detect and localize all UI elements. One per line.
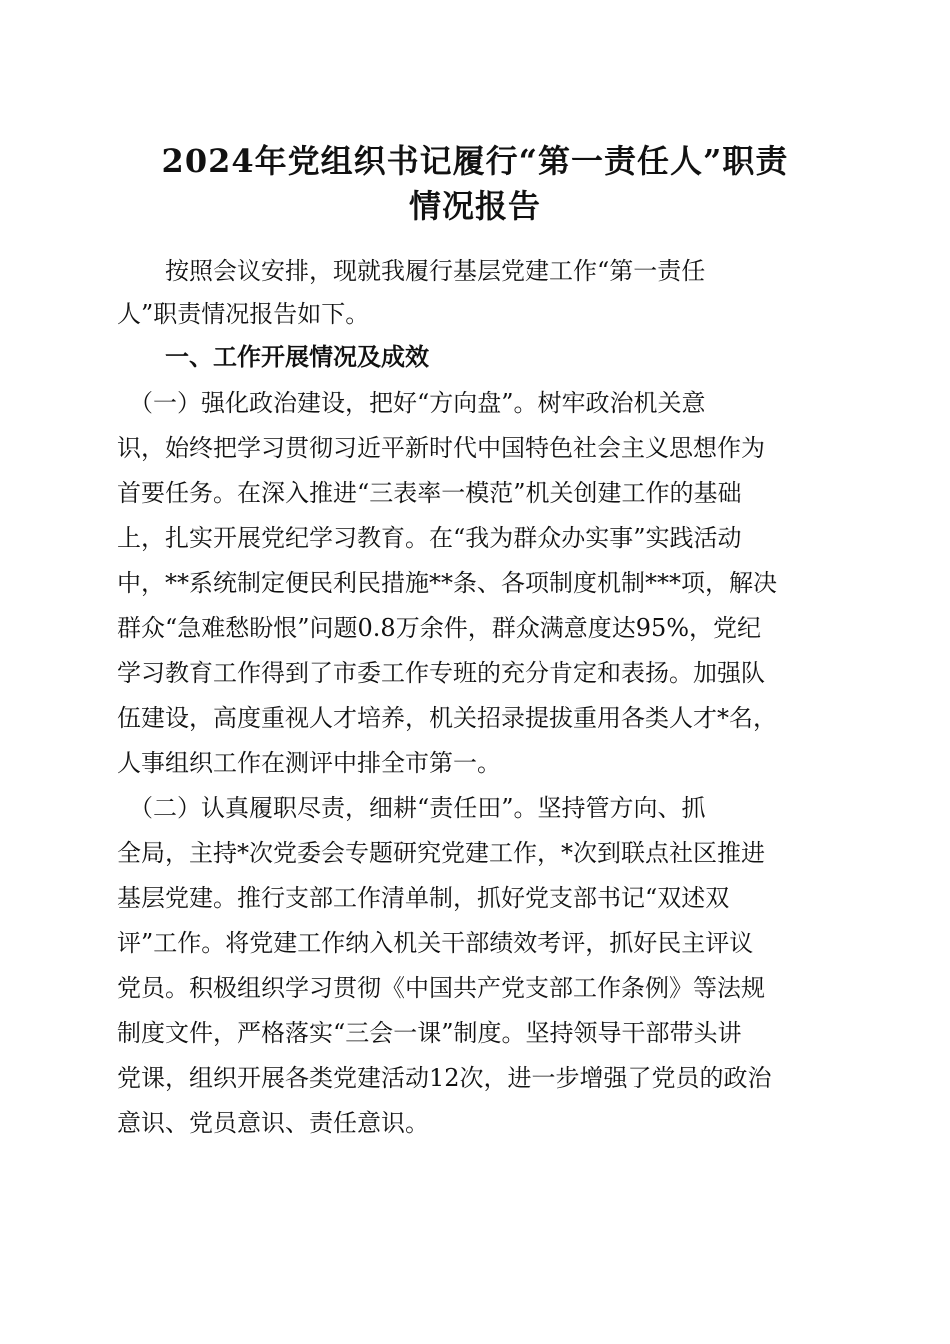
document-title-line-2: 情况报告 <box>408 187 541 225</box>
body-line: （二）认真履职尽责，细耕“责任田”。坚持管方向、抓 <box>117 794 706 822</box>
body-line: 党员。积极组织学习贯彻《中国共产党支部工作条例》等法规 <box>117 974 765 1002</box>
body-line: 群众“急难愁盼恨”问题0.8万余件，群众满意度达95%，党纪 <box>117 614 762 642</box>
body-line: 制度文件，严格落实“三会一课”制度。坚持领导干部带头讲 <box>117 1019 742 1047</box>
body-line: 人”职责情况报告如下。 <box>117 300 370 328</box>
document-title-line-1: 2024年党组织书记履行“第一责任人”职责 <box>161 142 789 180</box>
body-line: 中，**系统制定便民利民措施**条、各项制度机制***项，解决 <box>117 569 777 597</box>
body-line: 党课，组织开展各类党建活动12次，进一步增强了党员的政治 <box>117 1064 772 1092</box>
section-heading: 一、工作开展情况及成效 <box>117 343 429 371</box>
body-line: 意识、党员意识、责任意识。 <box>117 1109 429 1137</box>
body-line: （一）强化政治建设，把好“方向盘”。树牢政治机关意 <box>117 389 706 417</box>
body-line: 按照会议安排，现就我履行基层党建工作“第一责任 <box>117 257 706 285</box>
body-line: 首要任务。在深入推进“三表率一模范”机关创建工作的基础 <box>117 479 742 507</box>
body-line: 评”工作。将党建工作纳入机关干部绩效考评，抓好民主评议 <box>117 929 754 957</box>
body-line: 识，始终把学习贯彻习近平新时代中国特色社会主义思想作为 <box>117 434 765 462</box>
body-line: 基层党建。推行支部工作清单制，抓好党支部书记“双述双 <box>117 884 730 912</box>
body-line: 人事组织工作在测评中排全市第一。 <box>117 749 501 777</box>
body-line: 全局，主持*次党委会专题研究党建工作，*次到联点社区推进 <box>117 839 765 867</box>
body-line: 伍建设，高度重视人才培养，机关招录提拔重用各类人才*名， <box>117 704 777 732</box>
body-line: 上，扎实开展党纪学习教育。在“我为群众办实事”实践活动 <box>117 524 742 552</box>
body-line: 学习教育工作得到了市委工作专班的充分肯定和表扬。加强队 <box>117 659 765 687</box>
